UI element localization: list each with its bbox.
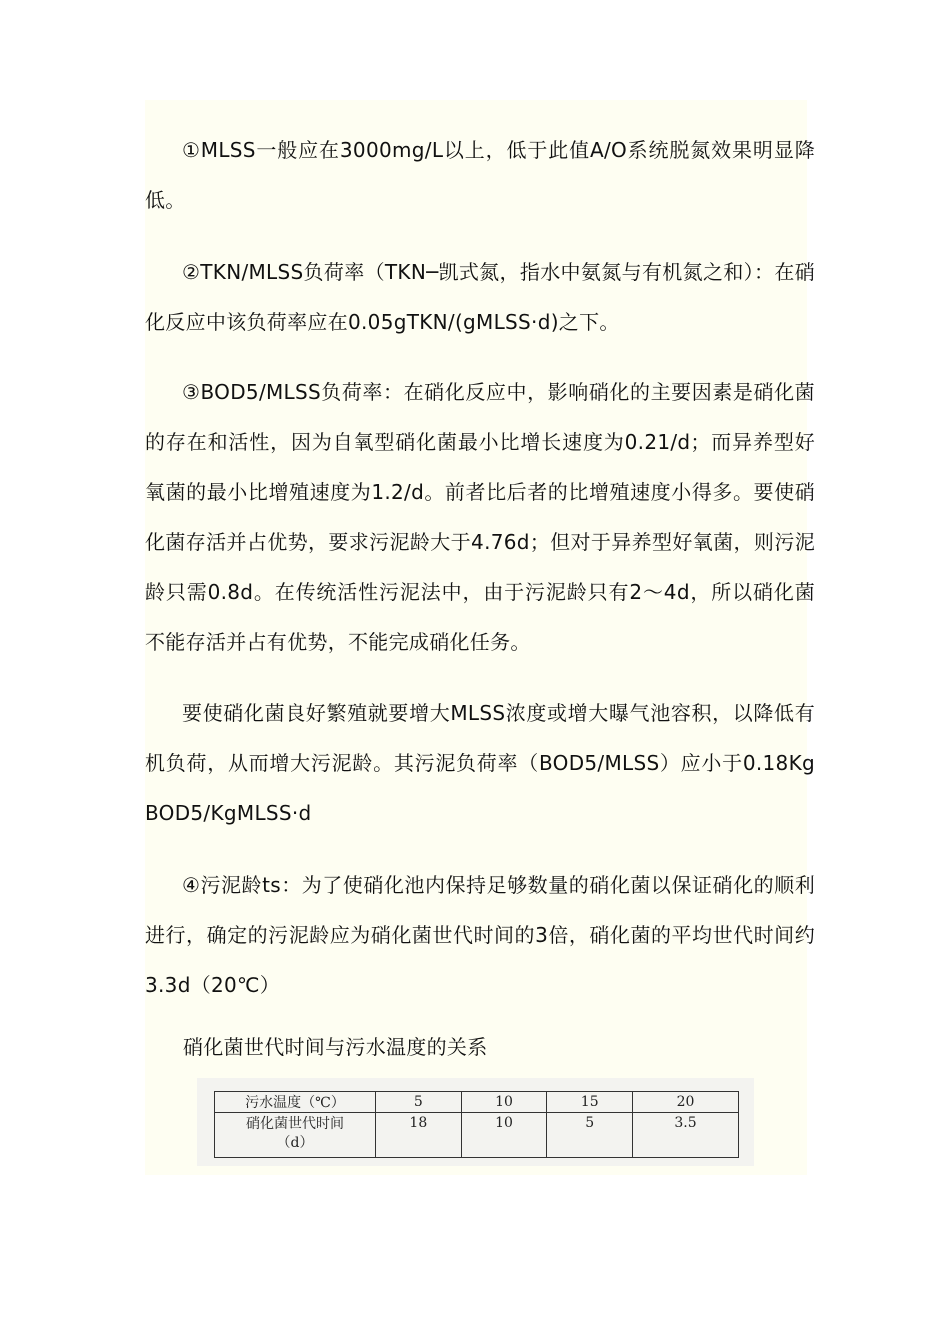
paragraph-nitrifier-growth: 要使硝化菌良好繁殖就要增大MLSS浓度或增大曝气池容积，以降低有机负荷，从而增大污泥龄。其污泥负荷率（BOD5/MLSS）应小于0.18KgBOD5/KgMLSS·d bbox=[145, 701, 815, 825]
paragraph-sludge-age: ④污泥龄ts：为了使硝化池内保持足够数量的硝化菌以保证硝化的顺利进行，确定的污泥龄应为硝化菌世代时间的3倍，硝化菌的平均世代时间约3.3d（20℃） bbox=[145, 873, 815, 997]
table-cell: 18 bbox=[376, 1113, 462, 1158]
table-image-frame bbox=[197, 1078, 754, 1166]
paragraph-bod-load: ③BOD5/MLSS负荷率：在硝化反应中，影响硝化的主要因素是硝化菌的存在和活性，因为自氧型硝化菌最小比增长速度为0.21/d；而异养型好氧菌的最小比增殖速度为1.2/d。前者比后者的比增殖速度小得多。要使硝化菌存活并占优势，要求污泥龄大于4.76d；但对于异养型好氧菌，则污泥龄只需0.8d。在传统活性污泥法中，由于污泥龄只有2～4d，所以硝化菌不能存活并占有优势，不能完成硝化任务。 bbox=[145, 380, 815, 654]
table-caption: 硝化菌世代时间与污水温度的关系 bbox=[183, 1035, 488, 1059]
table-cell: 5 bbox=[376, 1092, 462, 1113]
table-cell: 10 bbox=[461, 1113, 547, 1158]
generation-time-table bbox=[214, 1091, 739, 1158]
paragraph-mlss: ①MLSS一般应在3000mg/L以上，低于此值A/O系统脱氮效果明显降低。 bbox=[145, 138, 815, 212]
table-cell: 3.5 bbox=[633, 1113, 739, 1158]
table-cell: 20 bbox=[633, 1092, 739, 1113]
table-row-label-unit: （d） bbox=[276, 1135, 314, 1151]
table-row-label: 污水温度（℃） bbox=[215, 1092, 376, 1113]
table-cell: 10 bbox=[461, 1092, 547, 1113]
paragraph-tkn-load: ②TKN/MLSS负荷率（TKN─凯式氮，指水中氨氮与有机氮之和）：在硝化反应中该负荷率应在0.05gTKN/(gMLSS·d)之下。 bbox=[145, 260, 815, 334]
table-cell: 15 bbox=[547, 1092, 633, 1113]
table-row bbox=[215, 1092, 739, 1113]
table-row bbox=[215, 1113, 739, 1158]
table-row-label-line: 硝化菌世代时间 bbox=[246, 1116, 344, 1132]
table-row-label bbox=[215, 1113, 376, 1158]
table-cell: 5 bbox=[547, 1113, 633, 1158]
